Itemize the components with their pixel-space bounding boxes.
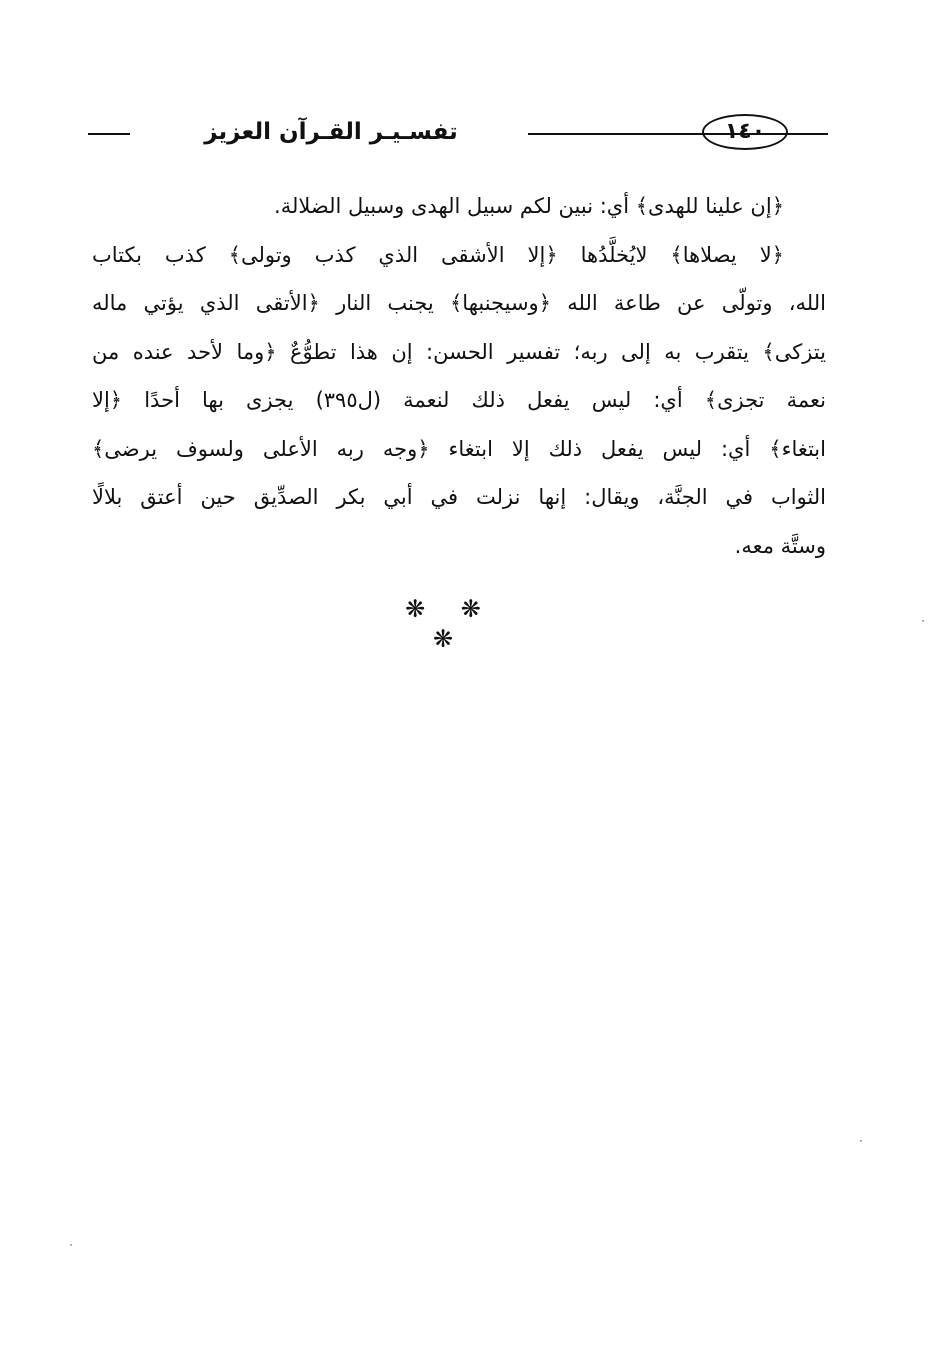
paragraph-1: [92, 182, 826, 231]
scan-speck: [922, 620, 924, 622]
scan-speck: [70, 1244, 72, 1246]
text-line: ﴿إن علينا للهدى﴾ أي: نبين لكم سبيل الهدى وسبيل الضلالة.: [274, 194, 784, 218]
text-line: وستَّة معه.: [734, 533, 826, 558]
text-line: الثواب في الجنَّة، ويقال: إنها نزلت في أبي بكر الصدِّيق حين أعتق بلالًا: [92, 485, 826, 509]
text-line: ابتغاء﴾ أي: ليس يفعل ذلك إلا ابتغاء ﴿وجه ربه الأعلى ولسوف يرضى﴾: [92, 436, 826, 461]
scan-speck: [860, 1140, 862, 1142]
page-number: ١٤٠: [702, 114, 788, 150]
section-separator: ❋ ❋ ❋: [405, 595, 495, 653]
header-rule-right: [790, 133, 828, 135]
text-line: الله، وتولّى عن طاعة الله ﴿وسيجنبها﴾ يجنب النار ﴿الأتقى الذي يؤتي ماله: [92, 291, 826, 315]
text-line: ﴿لا يصلاها﴾ لايُخلَّدُها ﴿إلا الأشقى الذي كذب وتولى﴾ كذب بكتاب: [92, 242, 784, 267]
header-title: تفسـيـر القـرآن العزيز: [204, 119, 458, 145]
body-text: [92, 182, 826, 570]
text-line: يتزكى﴾ يتقرب به إلى ربه؛ تفسير الحسن: إن هذا تطوُّعٌ ﴿وما لأحد عنده من: [92, 339, 826, 364]
running-header: [88, 108, 826, 158]
header-rule-left: [88, 133, 130, 135]
text-line: نعمة تجزى﴾ أي: ليس يفعل ذلك لنعمة (ل٣٩٥) يجزى بها أحدًا ﴿إلا: [92, 388, 826, 412]
header-rule-middle: [528, 133, 790, 135]
paragraph-2: [92, 231, 826, 571]
